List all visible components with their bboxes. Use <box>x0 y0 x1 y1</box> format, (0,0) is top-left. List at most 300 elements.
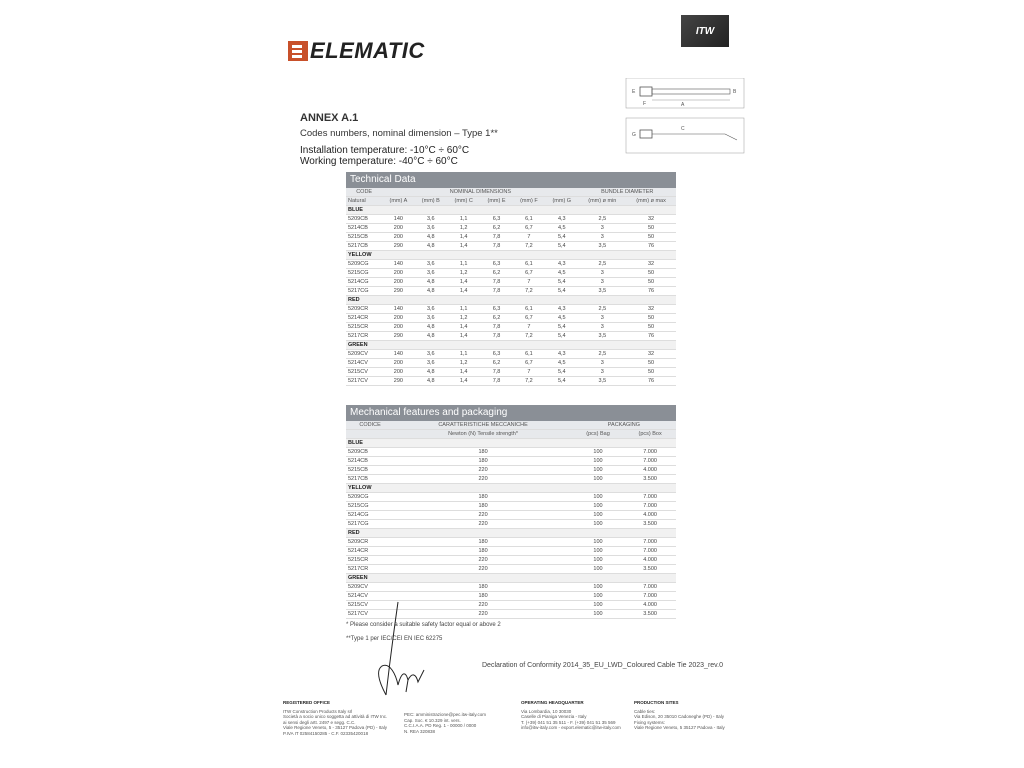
value-cell: 5,4 <box>545 287 579 296</box>
value-cell: 4,5 <box>545 359 579 368</box>
value-cell: 7,2 <box>513 377 545 386</box>
value-cell: 1,4 <box>447 287 480 296</box>
technical-table <box>346 188 676 386</box>
value-cell: 4,8 <box>414 278 447 287</box>
value-cell: 6,2 <box>480 224 513 233</box>
value-cell: 3 <box>579 224 627 233</box>
value-cell: 290 <box>382 332 414 341</box>
value-cell: 5,4 <box>545 377 579 386</box>
group-label: YELLOW <box>346 251 676 260</box>
footer-line: Via Lombardia, 10 30030 <box>521 708 572 714</box>
table-row <box>346 278 676 287</box>
value-cell: 76 <box>626 332 676 341</box>
value-cell: 180 <box>394 448 572 457</box>
value-cell: 4,5 <box>545 224 579 233</box>
value-cell: 5,4 <box>545 233 579 242</box>
footer-line: C.C.I.A.A. PD Reg. 1 - 00000 / 0000 <box>404 723 477 728</box>
code-cell: 5215CV <box>346 601 394 610</box>
table-row <box>346 457 676 466</box>
value-cell: 3,6 <box>414 314 447 323</box>
elematic-logo <box>288 38 425 64</box>
value-cell: 3,6 <box>414 269 447 278</box>
code-cell: 5209CB <box>346 448 394 457</box>
code-cell: 5209CR <box>346 305 382 314</box>
table-row <box>346 215 676 224</box>
value-cell: 100 <box>572 547 624 556</box>
footer-line: Cable ties: <box>634 708 656 714</box>
value-cell: 180 <box>394 502 572 511</box>
footer-line: ITW Construction Products Italy srl <box>283 708 353 714</box>
value-cell: 100 <box>572 583 624 592</box>
value-cell: 3,6 <box>414 215 447 224</box>
value-cell: 4,8 <box>414 368 447 377</box>
value-cell: 3 <box>579 323 627 332</box>
box-header: (pcs) Box <box>624 430 676 439</box>
value-cell: 100 <box>572 538 624 547</box>
code-header: CODE <box>346 188 382 197</box>
value-cell: 3,6 <box>414 305 447 314</box>
code-cell: 5214CR <box>346 547 394 556</box>
value-cell: 1,4 <box>447 323 480 332</box>
value-cell: 4,3 <box>545 305 579 314</box>
code-cell: 5217CB <box>346 242 382 251</box>
value-cell: 200 <box>382 269 414 278</box>
value-cell: 1,1 <box>447 350 480 359</box>
table-row <box>346 583 676 592</box>
value-cell: 140 <box>382 260 414 269</box>
itw-logo: ITW <box>681 15 729 47</box>
value-cell: 6,7 <box>513 224 545 233</box>
tech-col-header: (mm) F <box>513 197 545 206</box>
value-cell: 100 <box>572 493 624 502</box>
value-cell: 76 <box>626 242 676 251</box>
value-cell: 7 <box>513 233 545 242</box>
value-cell: 6,7 <box>513 269 545 278</box>
footer-line: Fixing systems: <box>634 719 666 725</box>
value-cell: 200 <box>382 323 414 332</box>
table-row <box>346 466 676 475</box>
value-cell: 100 <box>572 511 624 520</box>
value-cell: 290 <box>382 242 414 251</box>
value-cell: 200 <box>382 368 414 377</box>
value-cell: 7,8 <box>480 368 513 377</box>
group-label: GREEN <box>346 341 676 350</box>
table-row <box>346 323 676 332</box>
value-cell: 7,8 <box>480 242 513 251</box>
footer-pec <box>404 712 514 734</box>
value-cell: 3,5 <box>579 332 627 341</box>
tensile-header: Tensile strength* <box>477 431 518 437</box>
value-cell: 5,4 <box>545 242 579 251</box>
value-cell: 140 <box>382 215 414 224</box>
table-row <box>346 547 676 556</box>
value-cell: 200 <box>382 233 414 242</box>
code-cell: 5217CR <box>346 565 394 574</box>
code-cell: 5215CG <box>346 502 394 511</box>
elematic-logo-icon <box>288 41 308 61</box>
value-cell: 32 <box>626 260 676 269</box>
value-cell: 6,7 <box>513 359 545 368</box>
value-cell: 32 <box>626 350 676 359</box>
value-cell: 3.500 <box>624 565 676 574</box>
value-cell: 1,4 <box>447 242 480 251</box>
value-cell: 3,6 <box>414 224 447 233</box>
newton-header: Newton (N) <box>448 431 476 437</box>
production-title: PRODUCTION SITES <box>634 700 679 705</box>
code-cell: 5214CV <box>346 592 394 601</box>
value-cell: 4,8 <box>414 323 447 332</box>
value-cell: 100 <box>572 601 624 610</box>
svg-text:C: C <box>681 126 685 132</box>
value-cell: 3.500 <box>624 475 676 484</box>
value-cell: 6,3 <box>480 215 513 224</box>
value-cell: 50 <box>626 314 676 323</box>
code-cell: 5214CR <box>346 314 382 323</box>
value-cell: 5,4 <box>545 368 579 377</box>
natural-header: Natural <box>346 197 382 206</box>
cable-tie-diagram <box>625 78 745 158</box>
registered-title: REGISTERED OFFICE <box>283 700 331 705</box>
value-cell: 200 <box>382 359 414 368</box>
value-cell: 2,5 <box>579 215 627 224</box>
code-cell: 5217CG <box>346 287 382 296</box>
table-row <box>346 269 676 278</box>
tech-col-header: (mm) E <box>480 197 513 206</box>
table-row <box>346 233 676 242</box>
value-cell: 1,4 <box>447 368 480 377</box>
value-cell: 7.000 <box>624 502 676 511</box>
value-cell: 1,4 <box>447 332 480 341</box>
value-cell: 200 <box>382 314 414 323</box>
value-cell: 1,2 <box>447 314 480 323</box>
group-label: GREEN <box>346 574 676 583</box>
table-row <box>346 287 676 296</box>
value-cell: 7,2 <box>513 242 545 251</box>
value-cell: 4.000 <box>624 466 676 475</box>
value-cell: 220 <box>394 610 572 619</box>
value-cell: 6,1 <box>513 305 545 314</box>
value-cell: 4,5 <box>545 314 579 323</box>
declaration-text: Declaration of Conformity 2014_35_EU_LWD_Coloured Cable Tie 2023_rev.0 <box>482 662 723 669</box>
value-cell: 5,4 <box>545 332 579 341</box>
value-cell: 200 <box>382 278 414 287</box>
value-cell: 6,1 <box>513 215 545 224</box>
value-cell: 180 <box>394 583 572 592</box>
code-cell: 5217CR <box>346 332 382 341</box>
value-cell: 32 <box>626 305 676 314</box>
installation-temp: Installation temperature: -10°C ÷ 60°C <box>300 145 470 156</box>
value-cell: 1,4 <box>447 377 480 386</box>
value-cell: 7.000 <box>624 592 676 601</box>
code-cell: 5209CG <box>346 260 382 269</box>
tech-col-header: (mm) C <box>447 197 480 206</box>
code-cell: 5209CV <box>346 350 382 359</box>
table-row <box>346 332 676 341</box>
value-cell: 3,6 <box>414 260 447 269</box>
value-cell: 7,2 <box>513 332 545 341</box>
group-label: RED <box>346 529 676 538</box>
value-cell: 100 <box>572 457 624 466</box>
table-row <box>346 448 676 457</box>
footer-operating <box>521 700 631 731</box>
footer-registered <box>283 700 398 736</box>
value-cell: 76 <box>626 377 676 386</box>
table-row <box>346 377 676 386</box>
value-cell: 50 <box>626 224 676 233</box>
value-cell: 6,3 <box>480 350 513 359</box>
value-cell: 3.500 <box>624 610 676 619</box>
value-cell: 2,5 <box>579 305 627 314</box>
value-cell: 6,1 <box>513 350 545 359</box>
footer-line: Via Edison, 20 35010 Cadoneghe (PD) - Italy <box>634 714 724 719</box>
value-cell: 4,8 <box>414 377 447 386</box>
value-cell: 1,2 <box>447 359 480 368</box>
value-cell: 4.000 <box>624 556 676 565</box>
svg-text:B: B <box>733 89 737 95</box>
code-cell: 5215CR <box>346 323 382 332</box>
mechanical-table-wrap <box>346 405 676 619</box>
value-cell: 100 <box>572 556 624 565</box>
value-cell: 100 <box>572 448 624 457</box>
tech-col-header: (mm) ø max <box>626 197 676 206</box>
value-cell: 6,3 <box>480 305 513 314</box>
value-cell: 7.000 <box>624 547 676 556</box>
value-cell: 50 <box>626 269 676 278</box>
value-cell: 3,6 <box>414 359 447 368</box>
technical-data-title: Technical Data <box>346 172 676 188</box>
value-cell: 220 <box>394 475 572 484</box>
packaging-header: PACKAGING <box>572 421 676 430</box>
code-cell: 5217CG <box>346 520 394 529</box>
table-row <box>346 511 676 520</box>
value-cell: 6,2 <box>480 269 513 278</box>
code-cell: 5215CV <box>346 368 382 377</box>
code-cell: 5209CR <box>346 538 394 547</box>
value-cell: 3 <box>579 368 627 377</box>
value-cell: 100 <box>572 610 624 619</box>
code-cell: 5215CB <box>346 233 382 242</box>
value-cell: 50 <box>626 278 676 287</box>
value-cell: 7.000 <box>624 583 676 592</box>
value-cell: 4,5 <box>545 269 579 278</box>
value-cell: 1,2 <box>447 269 480 278</box>
footer-line: Società a socio unico soggetta ad attività di ITW Inc. <box>283 714 388 719</box>
value-cell: 5,4 <box>545 278 579 287</box>
group-label: YELLOW <box>346 484 676 493</box>
value-cell: 100 <box>572 466 624 475</box>
value-cell: 6,2 <box>480 359 513 368</box>
table-row <box>346 305 676 314</box>
value-cell: 4,3 <box>545 350 579 359</box>
code-cell: 5209CV <box>346 583 394 592</box>
value-cell: 7.000 <box>624 538 676 547</box>
annex-title: ANNEX A.1 <box>300 112 359 124</box>
code-cell: 5214CG <box>346 278 382 287</box>
value-cell: 6,3 <box>480 260 513 269</box>
value-cell: 1,4 <box>447 278 480 287</box>
value-cell: 220 <box>394 511 572 520</box>
value-cell: 5,4 <box>545 323 579 332</box>
table-row <box>346 314 676 323</box>
code-cell: 5215CB <box>346 466 394 475</box>
value-cell: 4,3 <box>545 260 579 269</box>
footer-line: P.IVA IT 02584150285 - C.F. 02335420018 <box>283 730 369 736</box>
svg-text:E: E <box>632 89 636 95</box>
value-cell: 3,5 <box>579 242 627 251</box>
value-cell: 220 <box>394 556 572 565</box>
code-cell: 5209CB <box>346 215 382 224</box>
value-cell: 100 <box>572 565 624 574</box>
value-cell: 2,5 <box>579 260 627 269</box>
value-cell: 7.000 <box>624 493 676 502</box>
value-cell: 50 <box>626 323 676 332</box>
value-cell: 180 <box>394 592 572 601</box>
value-cell: 3,5 <box>579 377 627 386</box>
value-cell: 200 <box>382 224 414 233</box>
working-temp: Working temperature: -40°C ÷ 60°C <box>300 156 458 167</box>
code-cell: 5215CG <box>346 269 382 278</box>
table-row <box>346 502 676 511</box>
value-cell: 3.500 <box>624 520 676 529</box>
code-cell: 5214CB <box>346 224 382 233</box>
value-cell: 290 <box>382 287 414 296</box>
value-cell: 1,1 <box>447 305 480 314</box>
code-cell: 5217CV <box>346 377 382 386</box>
table-row <box>346 224 676 233</box>
value-cell: 290 <box>382 377 414 386</box>
footer-line: T. (+39) 041 51 35 511 - F. (+39) 041 51 35 569 <box>521 719 616 725</box>
nominal-header: NOMINAL DIMENSIONS <box>382 188 578 197</box>
codes-line: Codes numbers, nominal dimension – Type 1** <box>300 128 498 139</box>
value-cell: 180 <box>394 547 572 556</box>
type-note: **Type 1 per IEC/CEI EN IEC 62275 <box>346 636 443 642</box>
code-cell: 5215CR <box>346 556 394 565</box>
code-cell: 5217CV <box>346 610 394 619</box>
value-cell: 220 <box>394 601 572 610</box>
table-row <box>346 520 676 529</box>
table-row <box>346 493 676 502</box>
value-cell: 7,8 <box>480 233 513 242</box>
value-cell: 3 <box>579 233 627 242</box>
value-cell: 100 <box>572 520 624 529</box>
value-cell: 1,4 <box>447 233 480 242</box>
table-row <box>346 538 676 547</box>
value-cell: 50 <box>626 233 676 242</box>
value-cell: 180 <box>394 457 572 466</box>
value-cell: 76 <box>626 287 676 296</box>
mechanical-table <box>346 421 676 619</box>
code-cell: 5217CB <box>346 475 394 484</box>
value-cell: 7 <box>513 323 545 332</box>
value-cell: 180 <box>394 493 572 502</box>
table-row <box>346 368 676 377</box>
table-row <box>346 350 676 359</box>
footer-line: Cap. Soc. € 10.329 int. vers. <box>404 717 461 723</box>
table-row <box>346 359 676 368</box>
codice-header: CODICE <box>346 421 394 430</box>
value-cell: 100 <box>572 592 624 601</box>
value-cell: 220 <box>394 565 572 574</box>
value-cell: 32 <box>626 215 676 224</box>
value-cell: 4,3 <box>545 215 579 224</box>
value-cell: 3,5 <box>579 287 627 296</box>
value-cell: 3,6 <box>414 350 447 359</box>
footer-line: ai sensi degli artt. 2497 e segg. C.C. <box>283 719 356 725</box>
code-cell: 5214CG <box>346 511 394 520</box>
svg-text:F: F <box>643 101 647 107</box>
signature <box>368 600 443 700</box>
svg-text:G: G <box>632 132 636 138</box>
value-cell: 7,8 <box>480 332 513 341</box>
value-cell: 50 <box>626 359 676 368</box>
technical-data-table <box>346 172 676 386</box>
footer-line: Viale Regione Veneto, 5 - 35127 Padova (PD) - Italy <box>283 725 387 730</box>
value-cell: 140 <box>382 305 414 314</box>
group-label: BLUE <box>346 206 676 215</box>
code-cell: 5209CG <box>346 493 394 502</box>
value-cell: 7,8 <box>480 287 513 296</box>
group-label: RED <box>346 296 676 305</box>
value-cell: 7,8 <box>480 377 513 386</box>
table-row <box>346 242 676 251</box>
value-cell: 1,1 <box>447 260 480 269</box>
footer-line: Viale Regione Veneto, 5 35127 Padova - Italy <box>634 725 725 730</box>
value-cell: 220 <box>394 520 572 529</box>
tech-col-header: (mm) B <box>414 197 447 206</box>
table-row <box>346 475 676 484</box>
mech-header: CARATTERISTICHE MECCANICHE <box>394 421 572 430</box>
value-cell: 1,1 <box>447 215 480 224</box>
logo-text: ELEMATIC <box>310 38 425 63</box>
tech-col-header: (mm) ø min <box>579 197 627 206</box>
value-cell: 180 <box>394 538 572 547</box>
value-cell: 3 <box>579 278 627 287</box>
value-cell: 1,2 <box>447 224 480 233</box>
value-cell: 4.000 <box>624 511 676 520</box>
operating-title: OPERATING HEADQUARTER <box>521 700 584 705</box>
value-cell: 7.000 <box>624 457 676 466</box>
value-cell: 4.000 <box>624 601 676 610</box>
value-cell: 3 <box>579 269 627 278</box>
footer-production <box>634 700 754 731</box>
value-cell: 4,8 <box>414 287 447 296</box>
value-cell: 7.000 <box>624 448 676 457</box>
mechanical-title: Mechanical features and packaging <box>346 405 676 421</box>
group-label: BLUE <box>346 439 676 448</box>
bag-header: (pcs) Bag <box>572 430 624 439</box>
value-cell: 4,8 <box>414 332 447 341</box>
value-cell: 220 <box>394 466 572 475</box>
safety-note: * Please consider a suitable safety factor equal or above 2 <box>346 622 501 628</box>
code-cell: 5214CB <box>346 457 394 466</box>
value-cell: 100 <box>572 475 624 484</box>
value-cell: 3 <box>579 359 627 368</box>
value-cell: 140 <box>382 350 414 359</box>
tech-col-header: (mm) A <box>382 197 414 206</box>
footer-line: PEC: amministrazione@pec.itw-italy.com <box>404 712 487 717</box>
value-cell: 7,8 <box>480 323 513 332</box>
footer-line: N. REA 320838 <box>404 728 436 734</box>
value-cell: 7 <box>513 368 545 377</box>
table-row <box>346 556 676 565</box>
value-cell: 4,8 <box>414 242 447 251</box>
code-cell: 5214CV <box>346 359 382 368</box>
value-cell: 100 <box>572 502 624 511</box>
value-cell: 6,7 <box>513 314 545 323</box>
value-cell: 50 <box>626 368 676 377</box>
value-cell: 7 <box>513 278 545 287</box>
table-row <box>346 260 676 269</box>
